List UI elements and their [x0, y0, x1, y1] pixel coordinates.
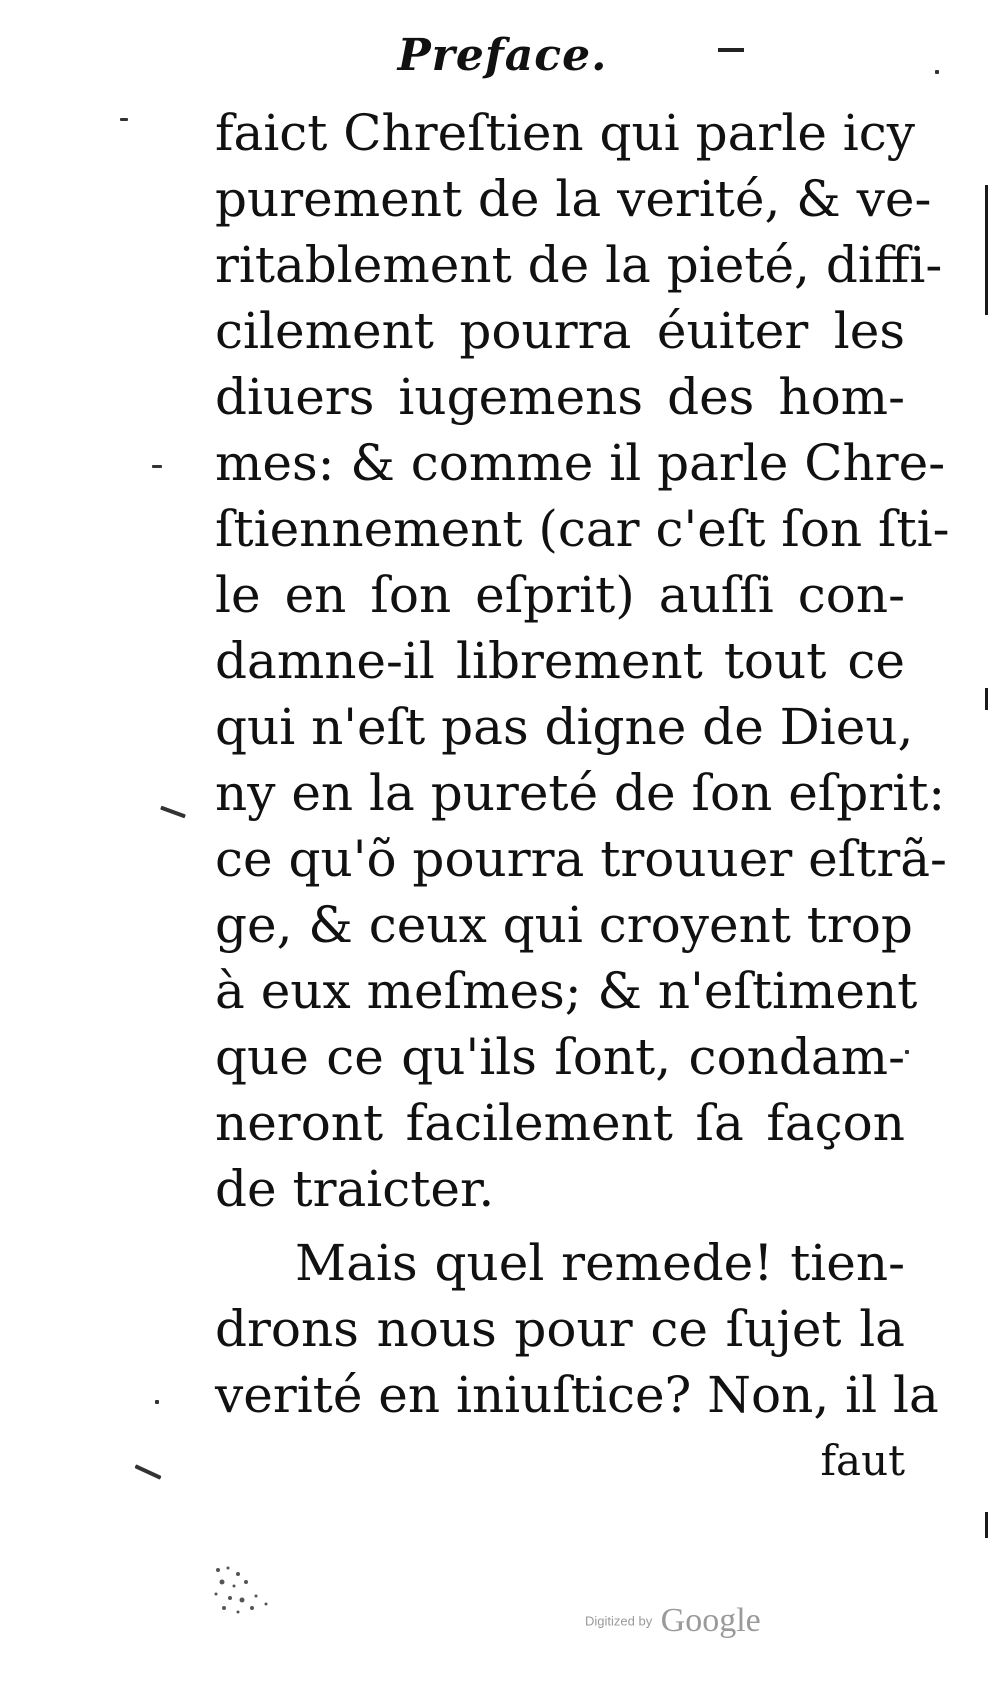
text-line: à eux meſmes; & n'eſtiment	[215, 962, 918, 1020]
text-line: mes: & comme il parle Chre-	[215, 434, 946, 492]
ink-speck	[935, 70, 939, 74]
text-line: le en ſon eſprit) auſſi con-	[215, 566, 905, 624]
scan-smudge	[210, 1560, 280, 1620]
ink-mark	[134, 1464, 161, 1479]
digitized-label: Digitized by	[585, 1613, 653, 1629]
text-line: de traicter.	[215, 1160, 495, 1218]
text-line: ge, & ceux qui croyent trop	[215, 896, 913, 954]
text-line: cilement pourra éuiter les	[215, 302, 905, 360]
text-line: faict Chreſtien qui parle icy	[215, 104, 916, 162]
paragraph-line: verité en iniuſtice? Non, il la	[215, 1366, 939, 1424]
text-line: purement de la verité, & ve-	[215, 170, 932, 228]
google-logo: Google	[660, 1602, 761, 1639]
scan-edge-line	[985, 185, 988, 315]
ink-speck	[120, 118, 128, 121]
running-title: Preface.	[397, 30, 608, 81]
text-line: qui n'eſt pas digne de Dieu,	[215, 698, 914, 756]
ink-speck	[152, 465, 162, 468]
text-line: ny en la pureté de ſon eſprit:	[215, 764, 946, 822]
ink-mark	[160, 806, 186, 819]
scan-edge-line	[985, 688, 988, 710]
text-line: ritablement de la pieté, diffi-	[215, 236, 943, 294]
ink-speck	[155, 1400, 159, 1404]
digitized-watermark	[585, 1602, 805, 1642]
text-line: ſtiennement (car c'eſt ſon ſti-	[215, 500, 950, 558]
scan-edge-line	[985, 1512, 988, 1538]
text-line: ce qu'õ pourra trouuer eſtrã-	[215, 830, 947, 888]
text-line: neront facilement ſa façon	[215, 1094, 905, 1152]
text-line: que ce qu'ils ſont, condam-	[215, 1028, 905, 1086]
paragraph-line: drons nous pour ce ſujet la	[215, 1300, 905, 1358]
ink-speck	[905, 1050, 909, 1054]
ink-mark	[718, 48, 744, 52]
paragraph-line: Mais quel remede! tien-	[295, 1234, 905, 1292]
text-line: damne-il librement tout ce	[215, 632, 905, 690]
catchword: faut	[820, 1436, 905, 1485]
text-line: diuers iugemens des hom-	[215, 368, 905, 426]
body-text	[215, 100, 950, 1494]
